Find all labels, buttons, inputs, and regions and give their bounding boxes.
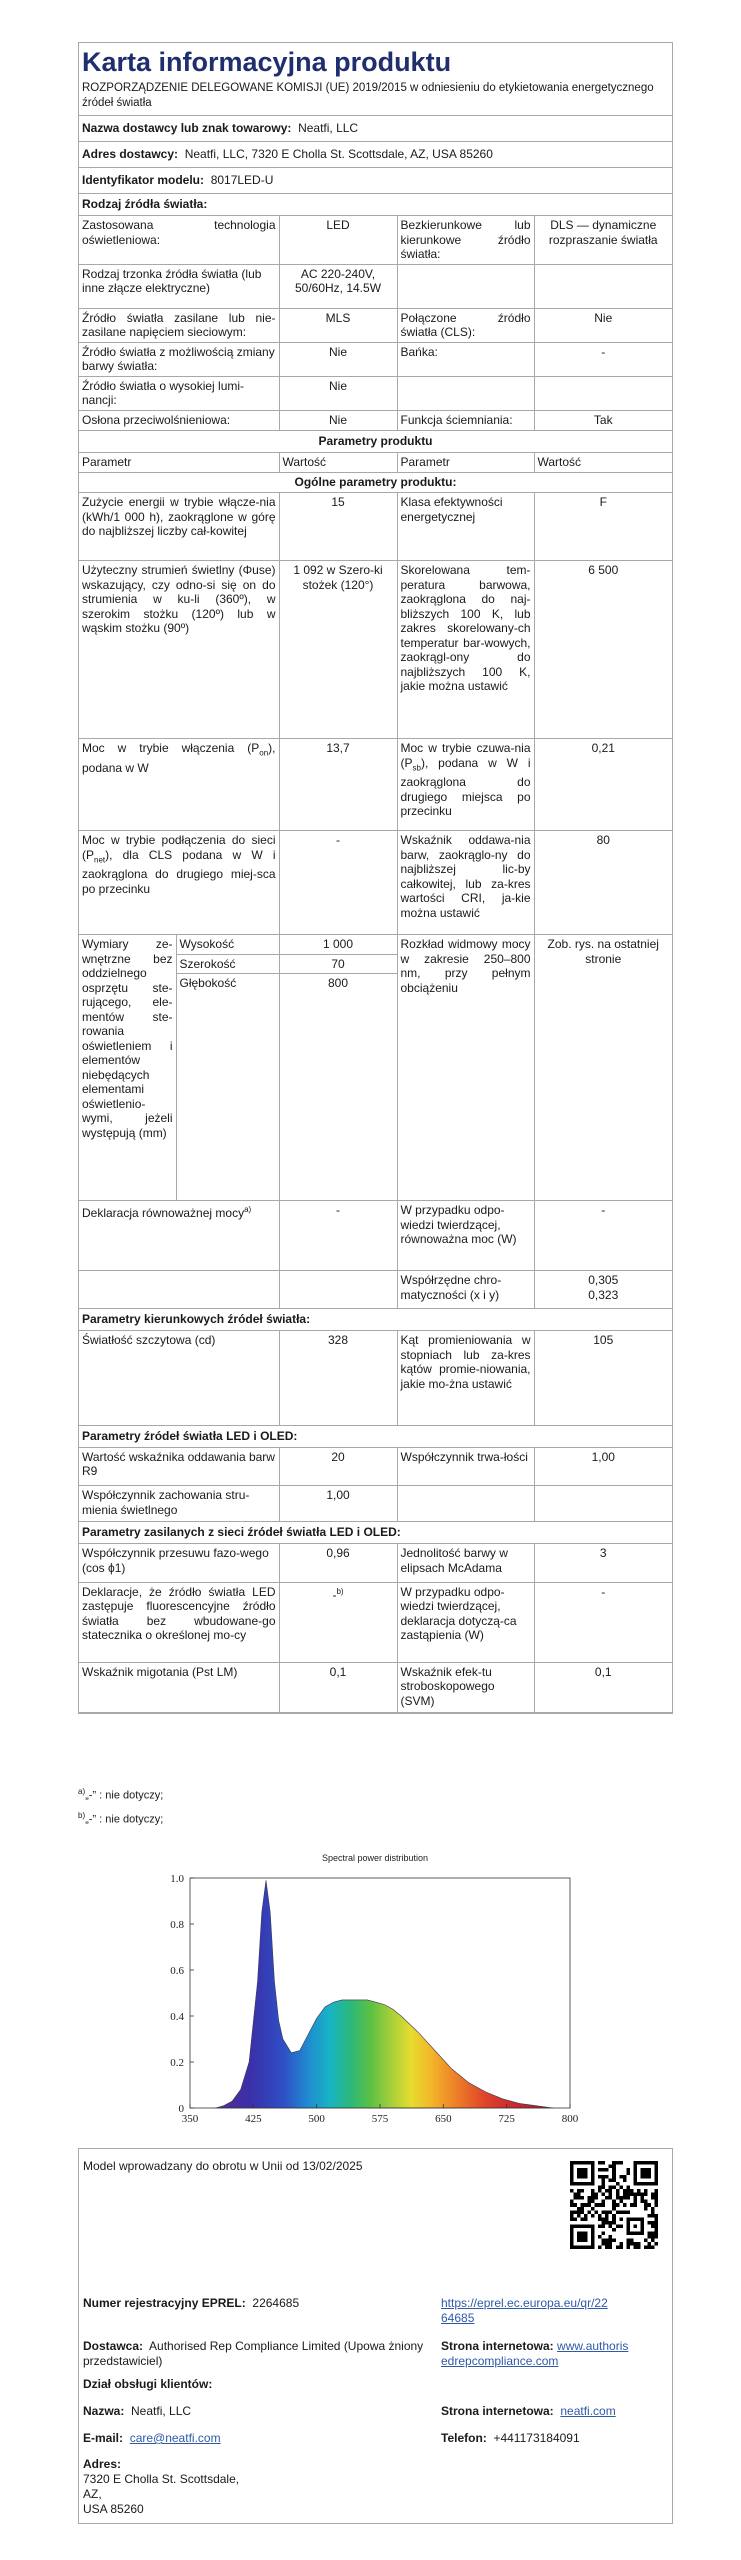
table-row: Deklaracje, że źródło światła LED zastępuje fluorescencyjne źródło światła bez wbudowane-go statecznika o określonej mo-cy -$^{b)}$ W przypadku odpo-wiedzi twierdzącej, deklaracja dotyczą-ca zastąpienia (W) - [79, 1582, 672, 1662]
table-row: Użyteczny strumień świetlny (Φuse) wskazujący, czy odno-si się on do strumienia w ku-li (360º), w szerokim stożku (120º) lub w wąskim stożku (90º) 1 092 w Szero-ki stożek (120°) Skorelowana tem-peratura barwowa, zaokrąglona do naj-bliższych 100 K, lub zakres skorelowany-ch temperatur bar-wowych, zaokrągl-ony do najbliższych 100 K, jakie można ustawić 6 500 [79, 561, 672, 739]
table-row: Zużycie energii w trybie włącze-nia (kWh/1 000 h), zaokrąglone w górę do najbliższej liczby cał-kowitej 15 Klasa efektywności energetycznej F [79, 493, 672, 561]
table-row: Źródło światła z możliwością zmiany barwy światła: Nie Bańka: - [79, 342, 672, 376]
product-parameters-table [79, 453, 672, 1310]
table-row: Współczynnik przesuwu fazo-wego (cos ϕ1) 0,96 Jednolitość barwy w elipsach McAdama 3 [79, 1544, 672, 1582]
footnote-b: $^{b)}$„-” : nie dotyczy; [78, 1810, 164, 1826]
eprel-link[interactable]: https://eprel.ec.europa.eu/qr/22 64685 [441, 2296, 608, 2325]
directional-table [79, 1331, 672, 1426]
x-tick-label: 800 [561, 2113, 579, 2125]
model-date-text: Model wprowadzany do obrotu w Unii od 13/02/2025 [83, 2159, 363, 2173]
y-tick-label: 0.4 [170, 2011, 184, 2023]
x-tick-label: 725 [498, 2113, 515, 2125]
sheet-header [79, 43, 672, 116]
support-website: Strona internetowa: neatfi.com [441, 2404, 616, 2418]
table-row: Wymiary ze-wnętrzne bez oddzielnego osprzętu ste-rującego, ele-mentów ste-rowania oświetleniem i elementów niebędących elementami oświetlenio-wymi, jeżeli występują (mm) Wysokość 1 000 Szerokość 70 Głębokość 800 Rozkład widmowy mocy w zakresie 250–800 nm, przy pełnym obciążeniu Zob. rys. na ostatniej stronie [79, 935, 672, 1201]
table-row: Deklaracja równoważnej mocy$^{a)}$ - W przypadku odpo-wiedzi twierdzącej, równoważna moc (W) - [79, 1201, 672, 1271]
support-email: E-mail: care@neatfi.com [83, 2431, 221, 2445]
spectrum-area [215, 1880, 553, 2108]
table-row: Wartość wskaźnika oddawania barw R9 20 Współczynnik trwa-łości 1,00 [79, 1448, 672, 1486]
x-tick-label: 575 [371, 2113, 389, 2125]
x-tick-label: 650 [435, 2113, 452, 2125]
distributor: Dostawca: Authorised Rep Compliance Limited (Upowa żniony przedstawiciel) [83, 2339, 424, 2368]
table-row: Wskaźnik migotania (Pst LM) 0,1 Wskaźnik efek-tu stroboskopowego (SVM) 0,1 [79, 1662, 672, 1712]
customer-service-heading: Dział obsługi klientów: [83, 2377, 213, 2391]
footnote-a: $^{a)}$„-” : nie dotyczy; [78, 1787, 164, 1802]
distributor-website: Strona internetowa: www.authoris edrepcompliance.com [441, 2339, 629, 2368]
table-row: Źródło światła zasilane lub nie-zasilane napięciem sieciowym: MLS Połączone źródło światła (CLS): Nie [79, 308, 672, 342]
table-row: Zastosowana technologia oświetleniowa: LED Bezkierunkowe lub kierunkowe źródło światła: DLS — dynamiczne rozpraszanie światła [79, 216, 672, 264]
y-tick-label: 0.6 [170, 1965, 184, 1977]
supplier-address-row: Adres dostawcy: Neatfi, LLC, 7320 E Cholla St. Scottsdale, AZ, USA 85260 [79, 142, 672, 168]
support-phone: Telefon: +441173184091 [441, 2431, 580, 2445]
table-row [79, 473, 672, 493]
regulation-text: ROZPORZĄDZENIE DELEGOWANE KOMISJI (UE) 2019/2015 w odniesieniu do etykietowania energetycznego źródeł światła [82, 82, 654, 109]
table-row: Współrzędne chro-matyczności (x i y) 0,305 0,323 [79, 1271, 672, 1309]
product-info-panel [78, 2148, 673, 2524]
x-tick-label: 500 [308, 2113, 325, 2125]
spectral-chart [150, 1843, 590, 2133]
table-row: Współczynnik zachowania stru-mienia świetlnego 1,00 [79, 1486, 672, 1522]
mains-table [79, 1544, 672, 1713]
model-identifier-row: Identyfikator modelu: 8017LED-U [82, 173, 274, 187]
y-tick-label: 1.0 [170, 1873, 184, 1885]
x-tick-label: 425 [245, 2113, 262, 2125]
table-header-row: Parametr Wartość Parametr Wartość [79, 453, 672, 473]
x-tick-label: 350 [181, 2113, 199, 2125]
section-product-parameters: Parametry produktu [79, 431, 672, 453]
table-row: Rodzaj trzonka źródła światła (lub inne złącze elektryczne) AC 220-240V, 50/60Hz, 14.5W [79, 264, 672, 308]
table-row: Moc w trybie podłączenia do sieci $(P_{net})$, dla CLS podana w W i zaokrąglona do drugiego miej-sca po przecinku - Wskaźnik oddawa-nia barw, zaokrąglo-ny do najbliższej lic-by całkowitej, lub za-kres wartości CRI, ja-kie można ustawić 80 [79, 831, 672, 935]
general-params-heading: Ogólne parametry produktu: [79, 473, 672, 493]
table-row: Moc w trybie włączenia $(P_{on})$, podana w W 13,7 Moc w trybie czuwa-nia $(P_{sb})$, podana w W i zaokrąglona do drugiego miejsca po przecinku 0,21 [79, 739, 672, 831]
eprel-number: Numer rejestracyjny EPREL: 2264685 [83, 2296, 300, 2310]
support-name: Nazwa: Neatfi, LLC [83, 2404, 192, 2418]
section-source-type: Rodzaj źródła światła: [79, 193, 672, 216]
page-title: Karta informacyjna produktu [82, 47, 452, 77]
supplier-name-row: Nazwa dostawcy lub znak towarowy: Neatfi, LLC [79, 116, 672, 142]
footnotes [78, 1782, 163, 1829]
dimensions-table: Wymiary ze-wnętrzne bez oddzielnego osprzętu ste-rującego, ele-mentów ste-rowania oświetleniem i elementów niebędących elementami oświetlenio-wymi, jeżeli występują (mm) Wysokość 1 000 Szerokość 70 Głębokość 800 [79, 935, 397, 1200]
qr-code-icon[interactable] [570, 2161, 658, 2249]
source-type-table [79, 216, 672, 431]
section-mains: Parametry zasilanych z sieci źródeł światła LED i OLED: [79, 1522, 672, 1544]
chart-title: Spectral power distribution [321, 1853, 429, 1863]
section-directional: Parametry kierunkowych źródeł światła: [79, 1309, 672, 1331]
table-row: Źródło światła o wysokiej lumi-nancji: Nie [79, 376, 672, 410]
y-tick-label: 0.2 [170, 2057, 184, 2069]
y-tick-label: 0.8 [170, 1919, 184, 1931]
led-table [79, 1448, 672, 1523]
table-row: Osłona przeciwolśnieniowa: Nie Funkcja ściemniania: Tak [79, 410, 672, 430]
support-address: Adres: 7320 E Cholla St. Scottsdale, AZ, USA 85260 [83, 2457, 240, 2516]
table-row: Światłość szczytowa (cd) 328 Kąt promieniowania w stopniach lub za-kres kątów promie-niowania, jakie mo-żna ustawić 105 [79, 1331, 672, 1425]
y-tick-label: 0 [178, 2103, 184, 2115]
spectrum-series [215, 1880, 553, 2108]
section-led: Parametry źródeł światła LED i OLED: [79, 1426, 672, 1448]
product-information-sheet [78, 42, 673, 1714]
spectral-chart-svg [150, 1843, 590, 2133]
